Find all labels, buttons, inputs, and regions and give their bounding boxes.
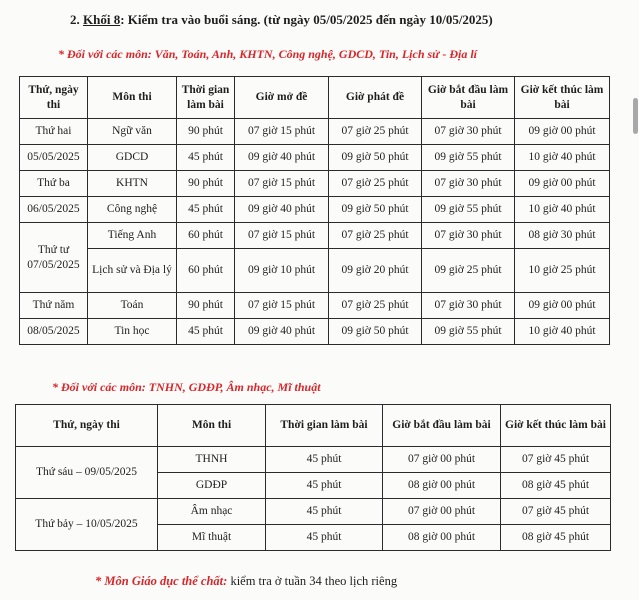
day-date-cell	[20, 223, 88, 293]
end-time-cell: 10 giờ 40 phút	[515, 197, 610, 223]
table-header-row	[20, 77, 610, 119]
duration-cell: 45 phút	[266, 525, 383, 551]
subjects-note-1: * Đối với các môn: Văn, Toán, Anh, KHTN, Công nghệ, GDCD, Tin, Lịch sử - Địa lí	[58, 47, 478, 61]
subject-cell: Ngữ văn	[88, 119, 177, 145]
subjects-note-2: * Đối với các môn: TNHN, GDĐP, Âm nhạc, Mĩ thuật	[52, 380, 321, 394]
day-date-cell: Thứ bảy – 10/05/2025	[16, 499, 158, 551]
header-start-time: Giờ bắt đầu làm bài	[383, 405, 501, 447]
day-date-cell: Thứ sáu – 09/05/2025	[16, 447, 158, 499]
header-subject: Môn thi	[158, 405, 266, 447]
grade-label: Khối 8	[83, 12, 121, 27]
start-time-cell: 09 giờ 25 phút	[422, 249, 515, 293]
end-time-cell: 08 giờ 45 phút	[501, 525, 611, 551]
start-time-cell: 07 giờ 00 phút	[383, 447, 501, 473]
end-time-cell: 07 giờ 45 phút	[501, 499, 611, 525]
date-label: 07/05/2025	[27, 258, 80, 271]
header-end-time: Giờ kết thúc làm bài	[501, 405, 611, 447]
start-time-cell: 09 giờ 55 phút	[422, 145, 515, 171]
footer-text: kiểm tra ở tuần 34 theo lịch riêng	[227, 574, 398, 588]
subject-cell: GDĐP	[158, 473, 266, 499]
table-header-row	[16, 405, 611, 447]
section-heading	[70, 12, 493, 28]
open-time-cell: 09 giờ 40 phút	[235, 319, 329, 345]
table-row	[20, 319, 610, 345]
start-time-cell: 08 giờ 00 phút	[383, 473, 501, 499]
duration-cell: 60 phút	[177, 223, 235, 249]
end-time-cell: 07 giờ 45 phút	[501, 447, 611, 473]
duration-cell: 90 phút	[177, 293, 235, 319]
date-cell: 08/05/2025	[20, 319, 88, 345]
subject-cell: GDCD	[88, 145, 177, 171]
header-duration: Thời gian làm bài	[266, 405, 383, 447]
start-time-cell: 07 giờ 30 phút	[422, 223, 515, 249]
subject-cell: Lịch sử và Địa lý	[88, 249, 177, 293]
end-time-cell: 10 giờ 40 phút	[515, 145, 610, 171]
start-time-cell: 08 giờ 00 phút	[383, 525, 501, 551]
duration-cell: 45 phút	[266, 473, 383, 499]
exam-schedule-table-2	[15, 404, 611, 551]
header-day: Thứ, ngày thi	[20, 77, 88, 119]
table-row	[20, 197, 610, 223]
table-row	[20, 145, 610, 171]
day-label: Thứ tư	[37, 244, 70, 257]
end-time-cell: 09 giờ 00 phút	[515, 293, 610, 319]
open-time-cell: 09 giờ 10 phút	[235, 249, 329, 293]
scrollbar[interactable]	[631, 0, 639, 600]
subject-cell: Công nghệ	[88, 197, 177, 223]
table-row	[20, 119, 610, 145]
day-cell: Thứ hai	[20, 119, 88, 145]
header-day: Thứ, ngày thi	[16, 405, 158, 447]
end-time-cell: 08 giờ 30 phút	[515, 223, 610, 249]
duration-cell: 60 phút	[177, 249, 235, 293]
distribute-time-cell: 09 giờ 20 phút	[329, 249, 422, 293]
header-open-time: Giờ mở đề	[235, 77, 329, 119]
subject-cell: KHTN	[88, 171, 177, 197]
start-time-cell: 09 giờ 55 phút	[422, 197, 515, 223]
duration-cell: 45 phút	[177, 197, 235, 223]
distribute-time-cell: 07 giờ 25 phút	[329, 171, 422, 197]
open-time-cell: 07 giờ 15 phút	[235, 171, 329, 197]
start-time-cell: 07 giờ 00 phút	[383, 499, 501, 525]
heading-text: : Kiểm tra vào buổi sáng. (từ ngày 05/05/2025 đến ngày 10/05/2025)	[120, 12, 493, 27]
date-cell: 06/05/2025	[20, 197, 88, 223]
end-time-cell: 10 giờ 40 phút	[515, 319, 610, 345]
table-row	[20, 171, 610, 197]
start-time-cell: 07 giờ 30 phút	[422, 119, 515, 145]
end-time-cell: 09 giờ 00 phút	[515, 171, 610, 197]
table-row	[20, 293, 610, 319]
distribute-time-cell: 09 giờ 50 phút	[329, 145, 422, 171]
open-time-cell: 07 giờ 15 phút	[235, 119, 329, 145]
subject-cell: Mĩ thuật	[158, 525, 266, 551]
day-cell: Thứ ba	[20, 171, 88, 197]
subject-cell: Âm nhạc	[158, 499, 266, 525]
subject-cell: Tiếng Anh	[88, 223, 177, 249]
exam-schedule-table-1	[19, 76, 610, 345]
distribute-time-cell: 07 giờ 25 phút	[329, 293, 422, 319]
header-subject: Môn thi	[88, 77, 177, 119]
duration-cell: 90 phút	[177, 119, 235, 145]
footer-note	[95, 574, 397, 589]
header-distribute-time: Giờ phát đề	[329, 77, 422, 119]
scrollbar-thumb[interactable]	[633, 98, 638, 134]
table-row	[20, 249, 610, 293]
open-time-cell: 09 giờ 40 phút	[235, 197, 329, 223]
subject-cell: THNH	[158, 447, 266, 473]
start-time-cell: 07 giờ 30 phút	[422, 171, 515, 197]
table-row	[16, 447, 611, 473]
header-start-time: Giờ bắt đầu làm bài	[422, 77, 515, 119]
duration-cell: 45 phút	[266, 499, 383, 525]
open-time-cell: 07 giờ 15 phút	[235, 293, 329, 319]
table-row	[16, 499, 611, 525]
duration-cell: 45 phút	[266, 447, 383, 473]
duration-cell: 45 phút	[177, 319, 235, 345]
day-cell: Thứ năm	[20, 293, 88, 319]
distribute-time-cell: 09 giờ 50 phút	[329, 319, 422, 345]
date-cell: 05/05/2025	[20, 145, 88, 171]
section-number: 2.	[70, 12, 80, 27]
header-duration: Thời gian làm bài	[177, 77, 235, 119]
duration-cell: 45 phút	[177, 145, 235, 171]
start-time-cell: 09 giờ 55 phút	[422, 319, 515, 345]
end-time-cell: 10 giờ 25 phút	[515, 249, 610, 293]
start-time-cell: 07 giờ 30 phút	[422, 293, 515, 319]
header-end-time: Giờ kết thúc làm bài	[515, 77, 610, 119]
subject-cell: Tin học	[88, 319, 177, 345]
footer-label: * Môn Giáo dục thể chất:	[95, 574, 228, 588]
end-time-cell: 08 giờ 45 phút	[501, 473, 611, 499]
distribute-time-cell: 07 giờ 25 phút	[329, 119, 422, 145]
distribute-time-cell: 09 giờ 50 phút	[329, 197, 422, 223]
duration-cell: 90 phút	[177, 171, 235, 197]
distribute-time-cell: 07 giờ 25 phút	[329, 223, 422, 249]
open-time-cell: 09 giờ 40 phút	[235, 145, 329, 171]
table-row	[20, 223, 610, 249]
subject-cell: Toán	[88, 293, 177, 319]
end-time-cell: 09 giờ 00 phút	[515, 119, 610, 145]
open-time-cell: 07 giờ 15 phút	[235, 223, 329, 249]
